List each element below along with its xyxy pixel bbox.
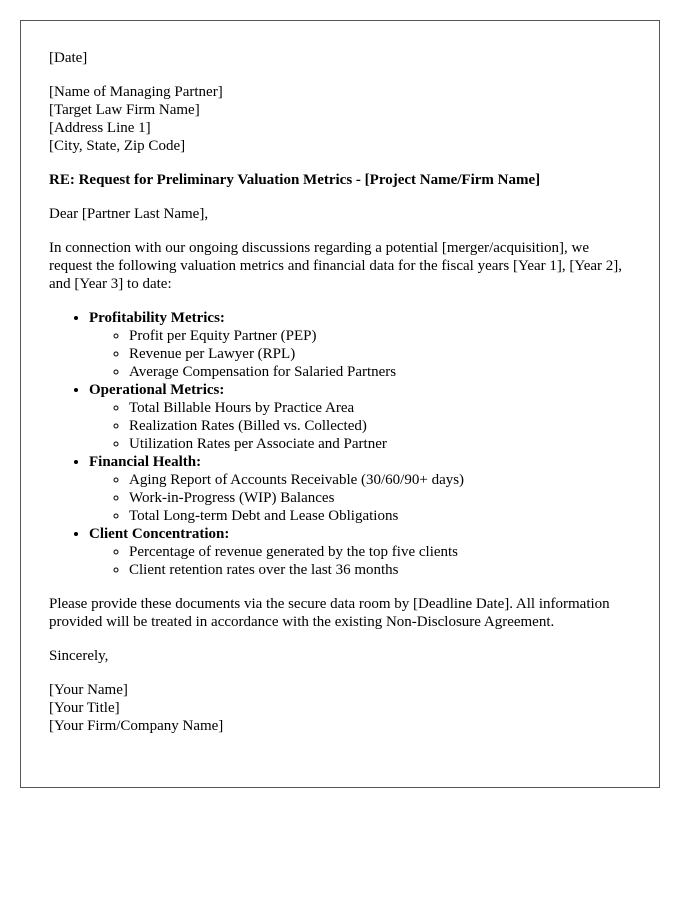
signer-name: [Your Name] [49,682,128,698]
section-title: Financial Health: [89,454,202,470]
list-item: ◦ Total Long-term Debt and Lease Obligations [129,507,631,525]
list-item: ◦ Total Billable Hours by Practice Area [129,399,631,417]
list-item: ◦ Work-in-Progress (WIP) Balances [129,489,631,507]
list-item: ◦ Percentage of revenue generated by the top five clients [129,543,631,561]
salutation: Dear [Partner Last Name], [49,206,209,222]
list-item: ◦ Revenue per Lawyer (RPL) [129,345,631,363]
letter-page [20,20,660,788]
closing-paragraph: Please provide these documents via the secure data room by [Deadline Date]. All information provided will be treated in accordance with the existing Non-Disclosure Agreement. [49,596,610,630]
metrics-section [89,453,631,525]
section-items [89,399,631,453]
list-item: ◦ Realization Rates (Billed vs. Collected) [129,417,631,435]
section-items [89,471,631,525]
letter-date: [Date] [49,50,88,66]
recipient-firm: [Target Law Firm Name] [49,102,200,118]
metrics-section [89,525,631,579]
metrics-section [89,309,631,381]
sign-off: Sincerely, [49,648,109,664]
metrics-section [89,381,631,453]
recipient-name: [Name of Managing Partner] [49,84,223,100]
section-items [89,327,631,381]
list-item: ◦ Profit per Equity Partner (PEP) [129,327,631,345]
signature-block [49,681,631,735]
section-title: Operational Metrics: [89,382,225,398]
section-title: Profitability Metrics: [89,310,225,326]
intro-paragraph: In connection with our ongoing discussions regarding a potential [merger/acquisition], we request the following valuation metrics and financial data for the fiscal years [Year 1], [Year 2], and [Year 3] to date: [49,240,623,292]
list-item: ◦ Aging Report of Accounts Receivable (30/60/90+ days) [129,471,631,489]
signer-title: [Your Title] [49,700,120,716]
list-item: ◦ Client retention rates over the last 36 months [129,561,631,579]
list-item: ◦ Average Compensation for Salaried Partners [129,363,631,381]
subject-line: RE: Request for Preliminary Valuation Metrics - [Project Name/Firm Name] [49,172,541,188]
list-item: ◦ Utilization Rates per Associate and Partner [129,435,631,453]
recipient-address-line: [Address Line 1] [49,120,151,136]
recipient-city-state-zip: [City, State, Zip Code] [49,138,186,154]
section-items [89,543,631,579]
section-title: Client Concentration: [89,526,230,542]
recipient-address [49,83,631,155]
metrics-list [49,309,631,579]
signer-firm: [Your Firm/Company Name] [49,718,224,734]
